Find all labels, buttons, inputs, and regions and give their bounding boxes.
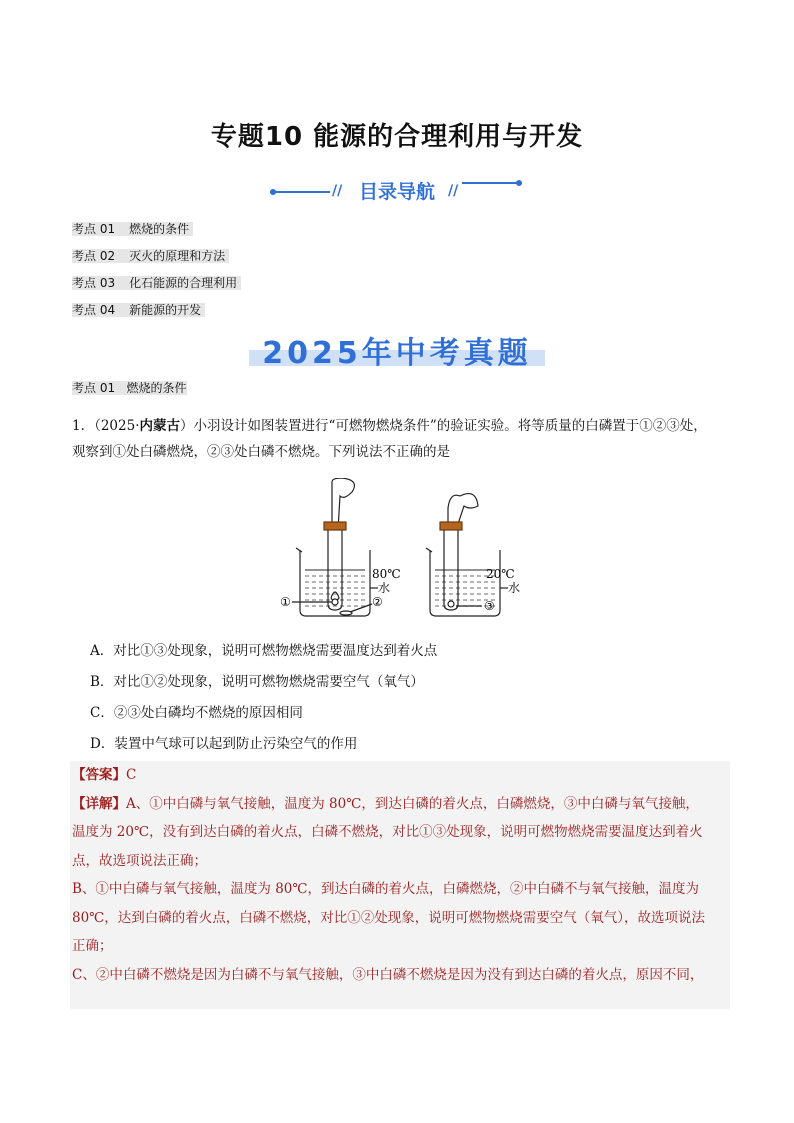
toc-item-text: 化石能源的合理利用	[121, 276, 241, 290]
toc-item[interactable]	[72, 301, 241, 319]
phosphorus-3	[448, 601, 454, 607]
question-stem	[72, 413, 732, 465]
water-label-right: 水	[508, 581, 520, 595]
toc-item-code: 考点 02	[72, 249, 121, 263]
banner-line-right	[462, 182, 522, 184]
year-banner	[249, 328, 545, 371]
toc-item-text: 燃烧的条件	[121, 222, 193, 236]
section-code: 考点 01	[72, 381, 116, 395]
banner-slash-right: //	[448, 183, 459, 199]
pointer-2	[350, 604, 372, 612]
option-c[interactable]: C．②③处白磷均不燃烧的原因相同	[90, 705, 303, 721]
option-d[interactable]: D．装置中气球可以起到防止污染空气的作用	[90, 736, 358, 752]
question-number: 1．（	[72, 418, 101, 434]
experiment-figure	[280, 478, 520, 618]
toc-item[interactable]	[72, 220, 241, 238]
section-gap	[115, 381, 126, 395]
toc-item[interactable]	[72, 274, 241, 292]
detail-line: 点，故选项说法正确；	[72, 852, 207, 869]
question-year: 2025·	[100, 418, 140, 434]
question-line-1: ）小羽设计如图装置进行“可燃物燃烧条件”的验证实验。将等质量的白磷置于①②③处，	[180, 418, 707, 434]
answer-explanation	[70, 761, 730, 1009]
mark-1-label: ①	[280, 595, 291, 609]
detail-line: B、①中白磷与氧气接触，温度为 80℃，到达白磷的着火点，白磷燃烧，②中白磷不与氧气接触，温度为	[72, 881, 699, 897]
detail-line: A、①中白磷与氧气接触，温度为 80℃，到达白磷的着火点，白磷燃烧，③中白磷与氧气接触，	[126, 795, 699, 812]
water-label-left: 水	[378, 581, 391, 595]
mark-2-label: ②	[372, 595, 383, 609]
answer-line	[72, 761, 728, 790]
answer-value: C	[126, 767, 137, 783]
table-of-contents	[72, 220, 241, 328]
stopper-right	[440, 522, 462, 530]
detail-line: 80℃，达到白磷的着火点，白磷不燃烧，对比①②处现象，说明可燃物燃烧需要空气（氧气），故选项说法	[72, 909, 706, 926]
temp-right-label: 20℃	[486, 567, 515, 581]
toc-item-text: 新能源的开发	[121, 303, 205, 317]
section-text: 燃烧的条件	[126, 381, 187, 395]
banner-line-left	[270, 191, 330, 193]
question-source: 内蒙古	[139, 418, 180, 434]
detail-label: 【详解】	[72, 795, 126, 812]
question-line-2: 观察到①处白磷燃烧，②③处白磷不燃烧。下列说法不正确的是	[72, 444, 450, 460]
toc-item[interactable]	[72, 247, 241, 265]
toc-item-code: 考点 03	[72, 276, 121, 290]
detail-line: 正确；	[72, 938, 113, 954]
toc-item-code: 考点 01	[72, 222, 121, 236]
page-title: 专题10 能源的合理利用与开发	[210, 122, 584, 152]
temp-left-label: 80℃	[372, 567, 401, 581]
beaker-right-lip	[426, 548, 432, 552]
year-banner-title: 2025年中考真题	[262, 336, 532, 371]
stopper-left	[324, 522, 346, 530]
section-label	[72, 379, 187, 397]
detail-line: C、②中白磷不燃烧是因为白磷不与氧气接触，③中白磷不燃烧是因为没有到达白磷的着火点，原因不同，	[72, 966, 704, 983]
answer-label: 【答案】	[72, 767, 126, 783]
detail-line: 温度为 20℃，没有到达白磷的着火点，白磷不燃烧，对比①③处现象，说明可燃物燃烧需要温度达到着火	[72, 824, 703, 840]
option-a[interactable]: A．对比①③处现象，说明可燃物燃烧需要温度达到着火点	[90, 643, 438, 659]
answer-options	[90, 638, 730, 762]
phosphorus-1	[332, 599, 338, 605]
toc-item-code: 考点 04	[72, 303, 121, 317]
option-b[interactable]: B．对比①②处现象，说明可燃物燃烧需要空气（氧气）	[90, 674, 424, 690]
apparatus-diagram	[280, 478, 520, 618]
toc-banner-title: 目录导航	[358, 181, 435, 203]
beaker-left-lip	[296, 548, 302, 552]
toc-item-text: 灭火的原理和方法	[121, 249, 229, 263]
toc-banner	[270, 177, 525, 207]
banner-slash-left: //	[332, 183, 343, 199]
mark-3-label: ③	[484, 599, 495, 613]
